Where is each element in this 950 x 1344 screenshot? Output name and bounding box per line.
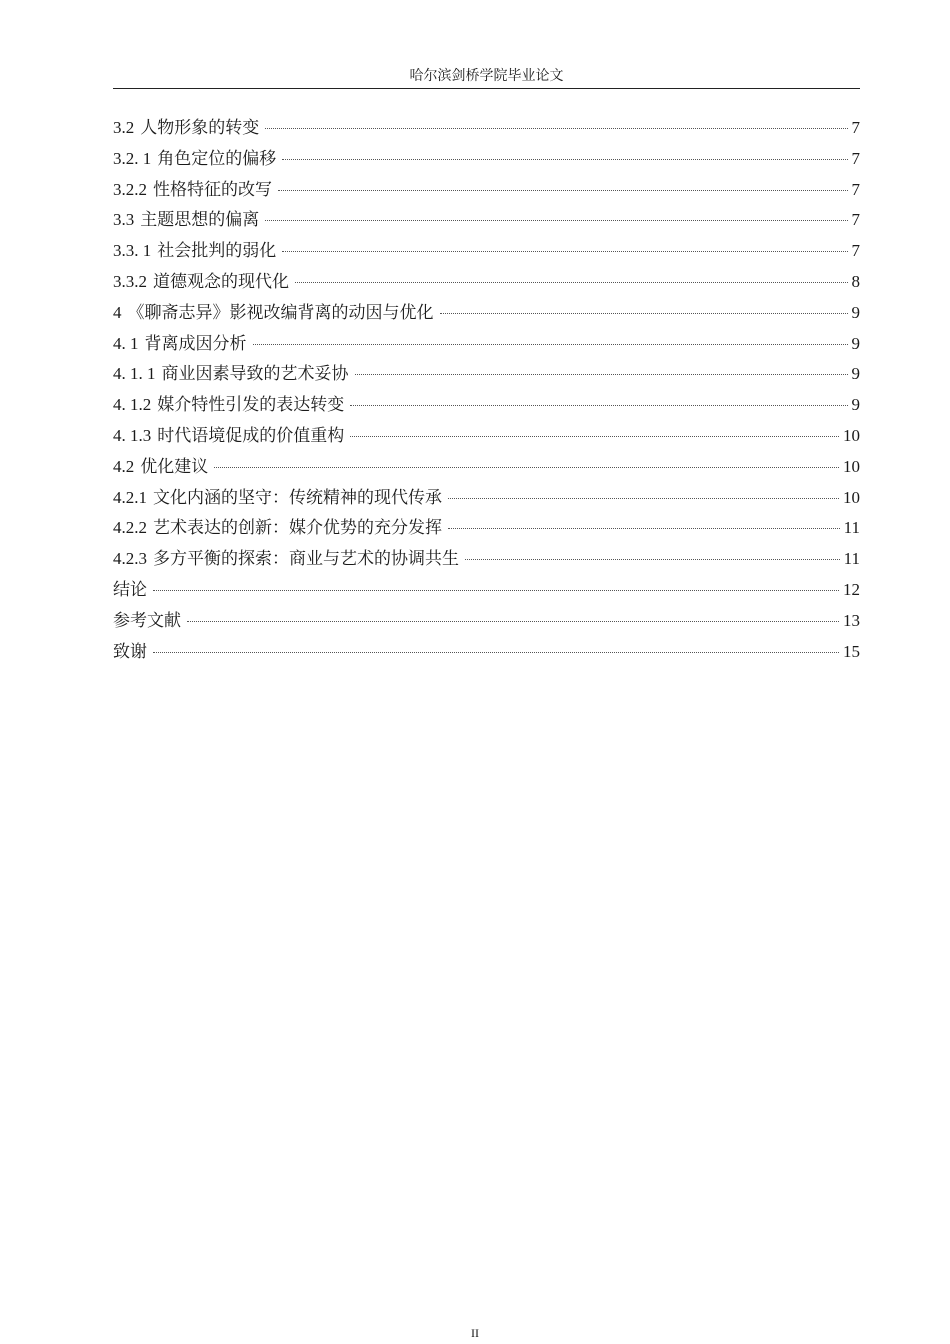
toc-entry-number: 4. 1 <box>113 333 139 353</box>
toc-dot-leader <box>153 590 839 591</box>
toc-entry[interactable] <box>113 267 860 298</box>
toc-entry-page: 8 <box>851 271 860 291</box>
toc-dot-leader <box>350 436 839 437</box>
toc-entry-page: 7 <box>851 241 860 261</box>
toc-entry-page: 7 <box>851 210 860 230</box>
toc-entry-page: 9 <box>851 395 860 415</box>
toc-dot-leader <box>448 528 840 529</box>
toc-entry-title: 主题思想的偏离 <box>140 210 260 231</box>
toc-entry[interactable] <box>113 452 860 483</box>
toc-entry-title: 性格特征的改写 <box>153 179 272 200</box>
toc-entry-title: 文化内涵的坚守：传统精神的现代传承 <box>153 487 442 508</box>
toc-dot-leader <box>153 652 839 653</box>
toc-dot-leader <box>187 621 839 622</box>
toc-entry[interactable] <box>113 298 860 329</box>
toc-dot-leader <box>282 159 847 160</box>
toc-entry-page: 7 <box>851 118 860 137</box>
page-header <box>113 64 860 89</box>
toc-entry[interactable] <box>113 637 860 668</box>
toc-entry[interactable] <box>113 329 860 360</box>
toc-entry-page: 11 <box>843 518 860 538</box>
toc-entry[interactable] <box>113 390 860 421</box>
toc-entry[interactable] <box>113 113 860 144</box>
toc-dot-leader <box>355 374 848 375</box>
toc-entry-number: 4. 1.3 <box>113 425 152 445</box>
toc-entry-title: 道德观念的现代化 <box>153 271 289 292</box>
toc-entry-page: 9 <box>851 364 860 384</box>
toc-entry[interactable] <box>113 606 860 637</box>
toc-entry-number: 3.3.2 <box>113 271 147 291</box>
toc-entry-page: 10 <box>843 487 860 507</box>
toc-dot-leader <box>440 313 848 314</box>
toc-entry-title: 背离成因分析 <box>144 333 247 354</box>
toc-dot-leader <box>265 128 847 129</box>
toc-entry[interactable] <box>113 205 860 236</box>
toc-dot-leader <box>448 498 839 499</box>
toc-entry-title: 商业因素导致的艺术妥协 <box>161 364 349 385</box>
toc-entry[interactable] <box>113 421 860 452</box>
toc-entry-number: 4.2.2 <box>113 518 147 538</box>
toc-entry-page: 13 <box>843 610 860 630</box>
toc-dot-leader <box>214 467 839 468</box>
toc-dot-leader <box>295 282 848 283</box>
toc-entry-title: 结论 <box>113 579 147 600</box>
toc-entry-title: 参考文献 <box>113 610 181 631</box>
toc-entry-page: 15 <box>843 641 860 661</box>
toc-entry-title: 人物形象的转变 <box>140 118 260 138</box>
toc-entry-page: 10 <box>843 456 860 476</box>
toc-entry-number: 4 <box>113 302 122 322</box>
toc-entry-page: 10 <box>843 425 860 445</box>
toc-entry-title: 时代语境促成的价值重构 <box>157 425 345 446</box>
toc-entry-title: 优化建议 <box>140 456 209 477</box>
header-title: 哈尔滨剑桥学院毕业论文 <box>409 68 564 84</box>
toc-dot-leader <box>465 559 840 560</box>
toc-entry[interactable] <box>113 575 860 606</box>
toc-entry-number: 4.2 <box>113 456 135 476</box>
toc-dot-leader <box>278 190 848 191</box>
toc-entry-page: 7 <box>851 148 860 168</box>
toc-entry-page: 7 <box>851 179 860 199</box>
toc-entry-title: 角色定位的偏移 <box>157 148 277 169</box>
page-number: II <box>471 1326 479 1340</box>
toc-entry[interactable] <box>113 236 860 267</box>
toc-entry-number: 4. 1. 1 <box>113 364 156 384</box>
toc-entry[interactable] <box>113 513 860 544</box>
toc-entry-page: 9 <box>851 302 860 322</box>
toc-entry[interactable] <box>113 544 860 575</box>
toc-entry-number: 4. 1.2 <box>113 395 152 415</box>
toc-entry[interactable] <box>113 359 860 390</box>
toc-entry-title: 致谢 <box>113 641 147 662</box>
toc-dot-leader <box>282 251 847 252</box>
toc-entry-number: 4.2.3 <box>113 549 147 569</box>
toc-entry[interactable] <box>113 144 860 175</box>
toc-entry-number: 4.2.1 <box>113 487 147 507</box>
toc-entry-title: 多方平衡的探索：商业与艺术的协调共生 <box>153 549 459 570</box>
toc-dot-leader <box>350 405 847 406</box>
toc-entry-title: 《聊斋志异》影视改编背离的动因与优化 <box>127 302 434 323</box>
toc-entry-page: 9 <box>851 333 860 353</box>
toc-entry-number: 3.2.2 <box>113 179 147 199</box>
toc-entry[interactable] <box>113 483 860 514</box>
toc-entry-number: 3.3. 1 <box>113 241 152 261</box>
toc-entry[interactable] <box>113 175 860 206</box>
toc-dot-leader <box>253 344 848 345</box>
toc-dot-leader <box>265 220 847 221</box>
toc-entry-number: 3.2. 1 <box>113 148 152 168</box>
toc-entry-number: 3.2 <box>113 118 135 137</box>
table-of-contents <box>113 113 860 667</box>
toc-entry-title: 艺术表达的创新：媒介优势的充分发挥 <box>153 518 442 539</box>
toc-entry-title: 社会批判的弱化 <box>157 241 277 262</box>
toc-entry-page: 11 <box>843 549 860 569</box>
toc-entry-number: 3.3 <box>113 210 135 230</box>
toc-entry-page: 12 <box>843 579 860 599</box>
toc-entry-title: 媒介特性引发的表达转变 <box>157 395 345 416</box>
